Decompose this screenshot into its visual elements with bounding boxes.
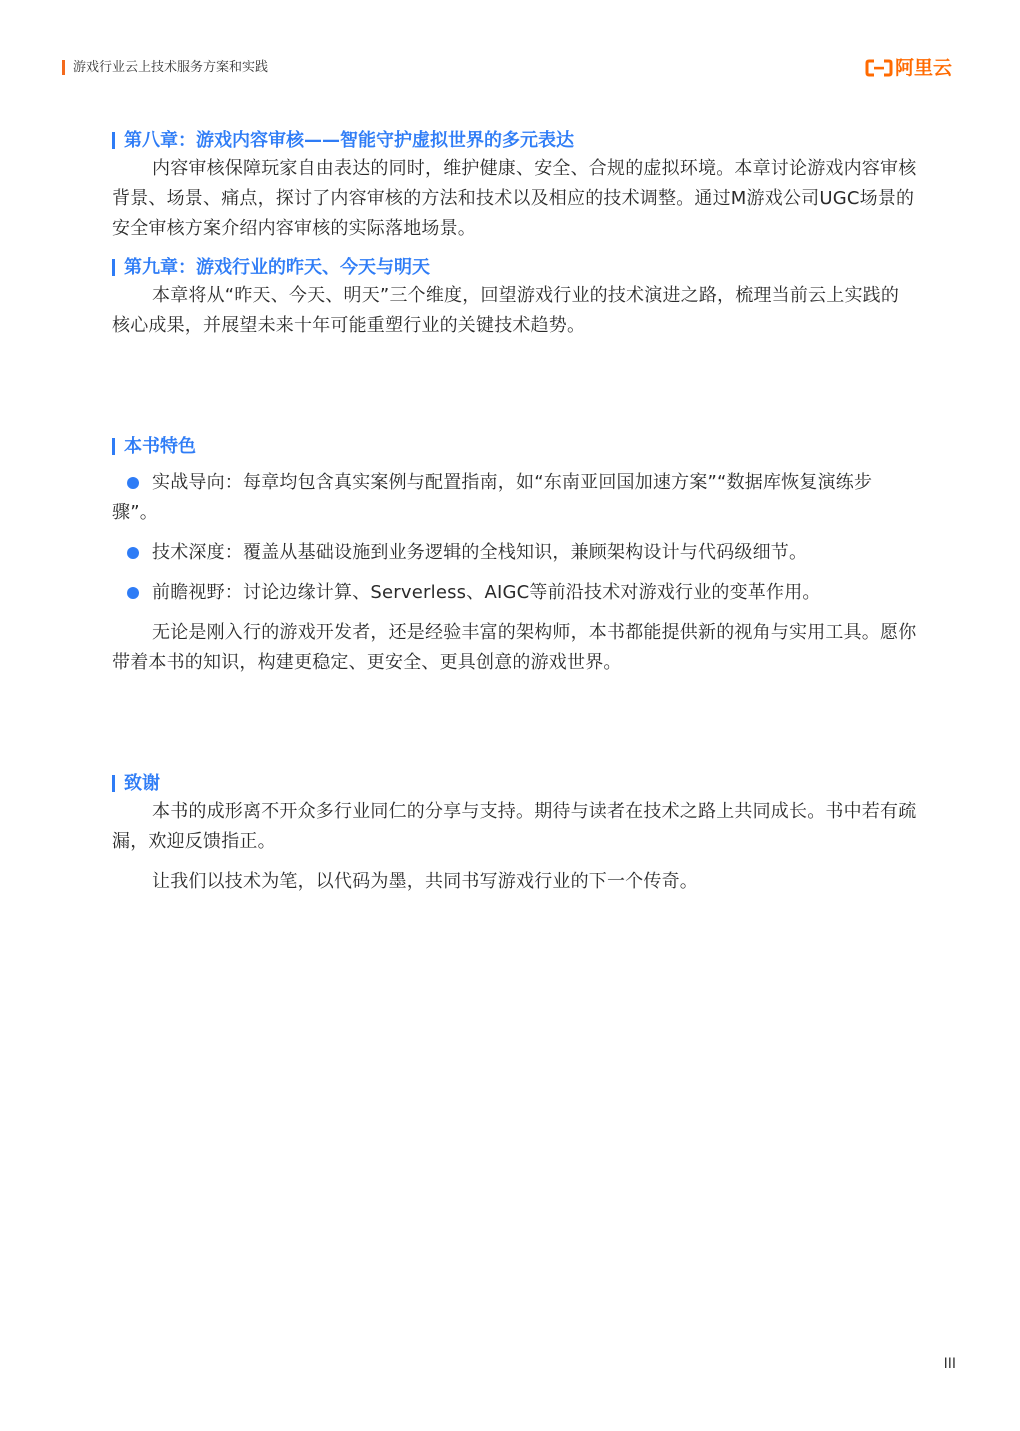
bullet-dot-icon bbox=[127, 477, 139, 489]
thanks-body: 本书的成形离不开众多行业同仁的分享与支持。期待与读者在技术之路上共同成长。书中若有疏漏，欢迎反馈指正。 bbox=[112, 801, 917, 852]
logo-text: 阿里云 bbox=[894, 57, 952, 79]
feature-item bbox=[112, 578, 917, 608]
features-closing: 无论是刚入行的游戏开发者，还是经验丰富的架构师，本书都能提供新的视角与实用工具。愿你带着本书的知识，构建更稳定、更安全、更具创意的游戏世界。 bbox=[112, 622, 917, 673]
chapter9-title: 第九章：游戏行业的昨天、今天与明天 bbox=[124, 257, 430, 278]
features-heading bbox=[112, 433, 917, 460]
chapter8-heading bbox=[112, 127, 917, 154]
aliyun-logo-icon bbox=[865, 59, 893, 77]
chapter9-body: 本章将从“昨天、今天、明天”三个维度，回望游戏行业的技术演进之路，梳理当前云上实践的核心成果，并展望未来十年可能重塑行业的关键技术趋势。 bbox=[112, 285, 900, 336]
heading-bar bbox=[112, 259, 115, 276]
feature-text: 技术深度：覆盖从基础设施到业务逻辑的全栈知识，兼顾架构设计与代码级细节。 bbox=[152, 542, 808, 563]
thanks-title: 致谢 bbox=[124, 773, 160, 794]
thanks-heading bbox=[112, 770, 917, 797]
thanks-closing: 让我们以技术为笔，以代码为墨，共同书写游戏行业的下一个传奇。 bbox=[152, 871, 698, 892]
feature-text: 实战导向：每章均包含真实案例与配置指南，如“东南亚回国加速方案”“数据库恢复演练步骤”。 bbox=[112, 472, 873, 523]
bullet-dot-icon bbox=[127, 547, 139, 559]
chapter8-title: 第八章：游戏内容审核——智能守护虚拟世界的多元表达 bbox=[124, 130, 574, 151]
chapter8-body: 内容审核保障玩家自由表达的同时，维护健康、安全、合规的虚拟环境。本章讨论游戏内容审核背景、场景、痛点，探讨了内容审核的方法和技术以及相应的技术调整。通过M游戏公司UGC场景的安全审核方案介绍内容审核的实际落地场景。 bbox=[112, 158, 917, 239]
page-number: III bbox=[943, 1356, 956, 1372]
page-header bbox=[62, 58, 952, 80]
aliyun-logo bbox=[865, 56, 952, 80]
header-accent-bar bbox=[62, 60, 65, 75]
page-content bbox=[112, 127, 917, 897]
bullet-dot-icon bbox=[127, 587, 139, 599]
features-title: 本书特色 bbox=[124, 436, 196, 457]
heading-bar bbox=[112, 775, 115, 792]
header-title: 游戏行业云上技术服务方案和实践 bbox=[73, 60, 269, 75]
feature-text: 前瞻视野：讨论边缘计算、Serverless、AIGC等前沿技术对游戏行业的变革作用。 bbox=[152, 582, 821, 603]
heading-bar bbox=[112, 438, 115, 455]
feature-item bbox=[112, 538, 917, 568]
chapter9-heading bbox=[112, 254, 917, 281]
heading-bar bbox=[112, 132, 115, 149]
feature-item bbox=[112, 468, 917, 528]
